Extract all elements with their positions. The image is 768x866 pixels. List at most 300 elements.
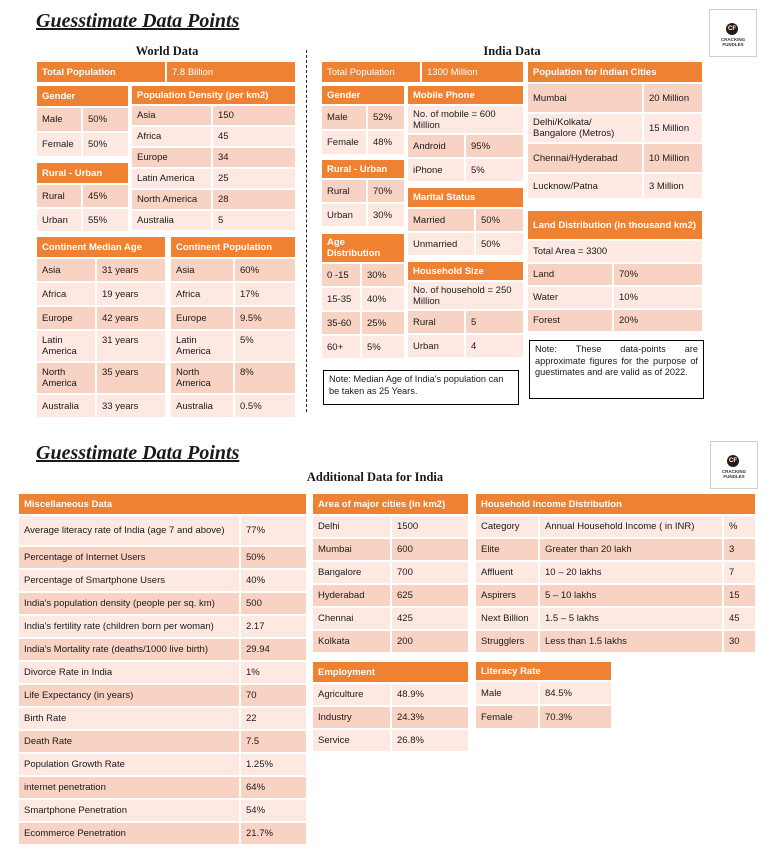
table-cell: Rural bbox=[322, 180, 368, 204]
table-cell: 50% bbox=[476, 233, 523, 257]
section-divider bbox=[306, 50, 307, 412]
table-cell: 3 Million bbox=[644, 174, 702, 200]
table-cell: 25 bbox=[213, 169, 295, 190]
table-row bbox=[322, 234, 404, 264]
table-row bbox=[132, 86, 295, 106]
table-row bbox=[19, 547, 306, 570]
table-cell: 28 bbox=[213, 190, 295, 211]
table-row bbox=[19, 685, 306, 708]
table-cell: Male bbox=[322, 106, 368, 131]
table-cell: India's population density (people per sq. km) bbox=[19, 593, 241, 616]
table-cell: Married bbox=[408, 209, 476, 233]
table-row bbox=[37, 163, 128, 185]
world-gender-header: Gender bbox=[37, 86, 128, 108]
india-land-distribution-table bbox=[528, 211, 702, 333]
table-cell: 45% bbox=[83, 185, 128, 209]
table-cell: 2.17 bbox=[241, 616, 306, 639]
table-cell: 22 bbox=[241, 708, 306, 731]
table-cell: 48% bbox=[368, 131, 404, 156]
table-row bbox=[171, 331, 295, 363]
india-mobile-phone-table bbox=[408, 86, 523, 183]
table-cell: Service bbox=[313, 730, 392, 753]
employment-header: Employment bbox=[313, 662, 468, 684]
table-cell: Kolkata bbox=[313, 631, 392, 654]
table-cell: 31 years bbox=[97, 331, 165, 363]
table-row bbox=[322, 86, 404, 106]
table-cell: Forest bbox=[528, 310, 614, 333]
table-row bbox=[408, 188, 523, 209]
table-cell: 48.9% bbox=[392, 684, 468, 707]
table-cell: Water bbox=[528, 287, 614, 310]
world-rural-urban-header: Rural - Urban bbox=[37, 163, 128, 185]
table-row bbox=[476, 682, 611, 706]
literacy-rate-header: Literacy Rate bbox=[476, 662, 611, 682]
table-cell: 15 bbox=[724, 585, 755, 608]
table-row bbox=[528, 264, 702, 287]
logo-2 bbox=[710, 441, 758, 489]
india-age-distribution-header: Age Distribution bbox=[322, 234, 404, 264]
table-row bbox=[408, 209, 523, 233]
table-cell: 15 Million bbox=[644, 114, 702, 144]
table-row bbox=[19, 823, 306, 846]
table-row bbox=[132, 148, 295, 169]
table-cell: 3 bbox=[724, 539, 755, 562]
table-cell: Lucknow/Patna bbox=[528, 174, 644, 200]
india-marital-status-table bbox=[408, 188, 523, 257]
table-row bbox=[313, 662, 468, 684]
table-cell: Mumbai bbox=[528, 84, 644, 114]
table-row bbox=[37, 108, 128, 133]
india-gender-table bbox=[322, 86, 404, 156]
world-total-population-table bbox=[37, 62, 295, 84]
table-cell: 5 – 10 lakhs bbox=[540, 585, 724, 608]
table-cell: 50% bbox=[476, 209, 523, 233]
table-cell: Smartphone Penetration bbox=[19, 800, 241, 823]
table-cell: 60+ bbox=[322, 336, 362, 360]
world-data-title: World Data bbox=[135, 44, 199, 58]
table-row bbox=[171, 395, 295, 419]
table-row bbox=[313, 494, 468, 516]
table-cell: 15-35 bbox=[322, 288, 362, 312]
table-row bbox=[322, 160, 404, 180]
table-row bbox=[19, 593, 306, 616]
logo-text: CRACKING FUNDLES bbox=[720, 37, 746, 47]
table-row bbox=[476, 494, 755, 516]
table-cell: 70 bbox=[241, 685, 306, 708]
table-cell: 8% bbox=[235, 363, 295, 395]
table-cell: No. of household = 250 Million bbox=[408, 282, 523, 311]
table-cell: Female bbox=[37, 133, 83, 158]
table-cell: North America bbox=[37, 363, 97, 395]
table-cell: 25% bbox=[362, 312, 404, 336]
table-row bbox=[171, 283, 295, 307]
table-row bbox=[313, 516, 468, 539]
india-rural-urban-header: Rural - Urban bbox=[322, 160, 404, 180]
table-cell: 0 -15 bbox=[322, 264, 362, 288]
logo-text: CRACKING FUNDLES bbox=[721, 469, 747, 479]
table-cell: 4 bbox=[466, 335, 523, 359]
table-cell: 1.25% bbox=[241, 754, 306, 777]
table-cell: 77% bbox=[241, 516, 306, 547]
table-cell: Chennai/Hyderabad bbox=[528, 144, 644, 174]
table-cell: Birth Rate bbox=[19, 708, 241, 731]
table-cell: 17% bbox=[235, 283, 295, 307]
table-row bbox=[528, 310, 702, 333]
table-row bbox=[19, 516, 306, 547]
table-row bbox=[408, 106, 523, 135]
india-cities-population-table bbox=[528, 62, 702, 200]
table-row bbox=[476, 516, 755, 539]
note-approximate-figures: Note: These data-points are approximate figures for the purpose of guestimates and are valid as of 2022. bbox=[529, 340, 704, 399]
table-row bbox=[37, 86, 128, 108]
world-continent-median-age-table bbox=[37, 237, 165, 419]
table-cell: 10 Million bbox=[644, 144, 702, 174]
table-cell: internet penetration bbox=[19, 777, 241, 800]
misc-data-table bbox=[19, 494, 306, 846]
table-cell: Next Billion bbox=[476, 608, 540, 631]
table-cell: 30 bbox=[724, 631, 755, 654]
table-row bbox=[476, 562, 755, 585]
table-cell: iPhone bbox=[408, 159, 466, 183]
table-row bbox=[408, 86, 523, 106]
table-row bbox=[313, 730, 468, 753]
india-cities-population-header: Population for Indian Cities bbox=[528, 62, 702, 84]
table-cell: Agriculture bbox=[313, 684, 392, 707]
table-cell: 5 bbox=[213, 211, 295, 232]
table-cell: Europe bbox=[37, 307, 97, 331]
india-land-distribution-header: Land Distribution (in thousand km2) bbox=[528, 211, 702, 241]
table-cell: Bangalore bbox=[313, 562, 392, 585]
table-cell: 50% bbox=[83, 133, 128, 158]
table-row bbox=[37, 185, 128, 209]
table-cell: India's fertility rate (children born per woman) bbox=[19, 616, 241, 639]
table-row bbox=[528, 114, 702, 144]
table-cell: Hyderabad bbox=[313, 585, 392, 608]
table-cell: Life Expectancy (in years) bbox=[19, 685, 241, 708]
table-cell: Aspirers bbox=[476, 585, 540, 608]
table-cell: Annual Household Income ( in INR) bbox=[540, 516, 724, 539]
logo bbox=[709, 9, 757, 57]
table-cell: 20% bbox=[614, 310, 702, 333]
table-cell: 60% bbox=[235, 259, 295, 283]
table-cell: 50% bbox=[241, 547, 306, 570]
india-household-size-table bbox=[408, 262, 523, 359]
table-cell: Male bbox=[37, 108, 83, 133]
table-cell: India's Mortality rate (deaths/1000 live birth) bbox=[19, 639, 241, 662]
table-row bbox=[19, 754, 306, 777]
india-data-title: India Data bbox=[483, 44, 541, 58]
table-row bbox=[19, 639, 306, 662]
table-cell: 700 bbox=[392, 562, 468, 585]
table-row bbox=[37, 363, 165, 395]
table-cell: Delhi bbox=[313, 516, 392, 539]
logo-mark: CF bbox=[727, 455, 739, 467]
table-cell: 5 bbox=[466, 311, 523, 335]
table-row bbox=[313, 631, 468, 654]
table-cell: Africa bbox=[171, 283, 235, 307]
table-cell: Category bbox=[476, 516, 540, 539]
world-total-population-value: 7.8 Billion bbox=[167, 62, 295, 84]
table-row bbox=[322, 204, 404, 228]
table-cell: 45 bbox=[213, 127, 295, 148]
table-cell: 50% bbox=[83, 108, 128, 133]
table-row bbox=[408, 335, 523, 359]
table-row bbox=[322, 180, 404, 204]
table-cell: Land bbox=[528, 264, 614, 287]
table-row bbox=[408, 159, 523, 183]
world-gender-table bbox=[37, 86, 128, 158]
table-cell: North America bbox=[132, 190, 213, 211]
page-heading-2: Guesstimate Data Points bbox=[36, 442, 240, 464]
world-continent-population-table bbox=[171, 237, 295, 419]
table-cell: Europe bbox=[171, 307, 235, 331]
table-cell: Urban bbox=[37, 209, 83, 233]
table-cell: Latin America bbox=[37, 331, 97, 363]
table-cell: 30% bbox=[362, 264, 404, 288]
table-row bbox=[19, 616, 306, 639]
table-row bbox=[171, 363, 295, 395]
table-row bbox=[313, 684, 468, 707]
table-row bbox=[132, 190, 295, 211]
world-continent-population-header: Continent Population bbox=[171, 237, 295, 259]
table-row bbox=[19, 494, 306, 516]
table-row bbox=[322, 131, 404, 156]
table-row bbox=[171, 237, 295, 259]
employment-table bbox=[313, 662, 468, 753]
table-row bbox=[528, 287, 702, 310]
table-row bbox=[528, 211, 702, 241]
table-row bbox=[37, 133, 128, 158]
table-cell: Population Growth Rate bbox=[19, 754, 241, 777]
table-cell: Delhi/Kolkata/ Bangalore (Metros) bbox=[528, 114, 644, 144]
note-median-age: Note: Median Age of India's population can be taken as 25 Years. bbox=[323, 370, 519, 405]
table-cell: Australia bbox=[37, 395, 97, 419]
table-cell: Rural bbox=[408, 311, 466, 335]
table-row bbox=[322, 106, 404, 131]
table-cell: 425 bbox=[392, 608, 468, 631]
table-cell: Average literacy rate of India (age 7 and above) bbox=[19, 516, 241, 547]
table-row bbox=[171, 307, 295, 331]
table-row bbox=[313, 562, 468, 585]
table-cell: Latin America bbox=[132, 169, 213, 190]
table-cell: 7.5 bbox=[241, 731, 306, 754]
household-income-header: Household Income Distribution bbox=[476, 494, 755, 516]
table-row bbox=[19, 731, 306, 754]
logo-mark: CF bbox=[726, 23, 738, 35]
table-cell: 45 bbox=[724, 608, 755, 631]
table-row bbox=[408, 282, 523, 311]
table-row bbox=[171, 259, 295, 283]
table-cell: 1500 bbox=[392, 516, 468, 539]
table-cell: 0.5% bbox=[235, 395, 295, 419]
table-cell: 19 years bbox=[97, 283, 165, 307]
table-row bbox=[528, 241, 702, 264]
table-cell: 600 bbox=[392, 539, 468, 562]
table-cell: 42 years bbox=[97, 307, 165, 331]
table-cell: No. of mobile = 600 Million bbox=[408, 106, 523, 135]
table-cell: Elite bbox=[476, 539, 540, 562]
table-cell: Asia bbox=[37, 259, 97, 283]
table-cell: Android bbox=[408, 135, 466, 159]
table-cell: Australia bbox=[132, 211, 213, 232]
table-row bbox=[476, 631, 755, 654]
table-cell: Latin America bbox=[171, 331, 235, 363]
table-cell: 70.3% bbox=[540, 706, 611, 730]
table-cell: Chennai bbox=[313, 608, 392, 631]
table-row bbox=[476, 706, 611, 730]
table-cell: 9.5% bbox=[235, 307, 295, 331]
table-cell: 5% bbox=[362, 336, 404, 360]
city-area-table bbox=[313, 494, 468, 654]
table-cell: Asia bbox=[132, 106, 213, 127]
table-row bbox=[322, 288, 404, 312]
table-row bbox=[476, 662, 611, 682]
table-row bbox=[528, 174, 702, 200]
table-cell: 500 bbox=[241, 593, 306, 616]
city-area-header: Area of major cities (in km2) bbox=[313, 494, 468, 516]
table-row bbox=[408, 311, 523, 335]
table-row bbox=[476, 539, 755, 562]
table-cell: 10% bbox=[614, 287, 702, 310]
table-cell: 625 bbox=[392, 585, 468, 608]
table-row bbox=[37, 395, 165, 419]
table-cell: 52% bbox=[368, 106, 404, 131]
table-cell: 10 – 20 lakhs bbox=[540, 562, 724, 585]
table-row bbox=[322, 336, 404, 360]
table-row bbox=[313, 608, 468, 631]
table-row bbox=[476, 608, 755, 631]
table-cell: Less than 1.5 lakhs bbox=[540, 631, 724, 654]
table-cell: Percentage of Internet Users bbox=[19, 547, 241, 570]
table-cell: 200 bbox=[392, 631, 468, 654]
table-cell: Percentage of Smartphone Users bbox=[19, 570, 241, 593]
table-cell: 95% bbox=[466, 135, 523, 159]
table-cell: 64% bbox=[241, 777, 306, 800]
table-cell: Unmarried bbox=[408, 233, 476, 257]
literacy-rate-table bbox=[476, 662, 611, 730]
table-cell: Africa bbox=[37, 283, 97, 307]
page-heading: Guesstimate Data Points bbox=[36, 10, 240, 32]
india-gender-header: Gender bbox=[322, 86, 404, 106]
table-row bbox=[19, 570, 306, 593]
table-cell: 29.94 bbox=[241, 639, 306, 662]
household-income-table bbox=[476, 494, 755, 654]
table-cell: Urban bbox=[408, 335, 466, 359]
world-population-density-table bbox=[132, 86, 295, 232]
table-row bbox=[476, 585, 755, 608]
table-cell: 70% bbox=[614, 264, 702, 287]
world-total-population-label: Total Population bbox=[37, 62, 167, 84]
table-cell: 20 Million bbox=[644, 84, 702, 114]
table-cell: Industry bbox=[313, 707, 392, 730]
table-row bbox=[408, 135, 523, 159]
table-cell: Total Area = 3300 bbox=[528, 241, 702, 264]
table-row bbox=[322, 312, 404, 336]
india-household-size-header: Household Size bbox=[408, 262, 523, 282]
table-row bbox=[19, 777, 306, 800]
table-row bbox=[37, 209, 128, 233]
additional-data-title: Additional Data for India bbox=[306, 470, 444, 484]
table-cell: Mumbai bbox=[313, 539, 392, 562]
world-rural-urban-table bbox=[37, 163, 128, 233]
world-population-density-header: Population Density (per km2) bbox=[132, 86, 295, 106]
table-cell: Greater than 20 lakh bbox=[540, 539, 724, 562]
table-cell: Australia bbox=[171, 395, 235, 419]
table-cell: 70% bbox=[368, 180, 404, 204]
table-row bbox=[132, 106, 295, 127]
table-row bbox=[313, 539, 468, 562]
table-cell: Divorce Rate in India bbox=[19, 662, 241, 685]
table-row bbox=[19, 662, 306, 685]
table-cell: Africa bbox=[132, 127, 213, 148]
table-cell: Death Rate bbox=[19, 731, 241, 754]
table-row bbox=[322, 62, 523, 84]
india-total-population-table bbox=[322, 62, 523, 84]
table-row bbox=[37, 62, 295, 84]
table-cell: Europe bbox=[132, 148, 213, 169]
table-row bbox=[132, 211, 295, 232]
table-cell: 33 years bbox=[97, 395, 165, 419]
table-row bbox=[37, 237, 165, 259]
table-cell: 26.8% bbox=[392, 730, 468, 753]
india-rural-urban-table bbox=[322, 160, 404, 228]
table-row bbox=[322, 264, 404, 288]
table-cell: Male bbox=[476, 682, 540, 706]
india-age-distribution-table bbox=[322, 234, 404, 360]
table-row bbox=[528, 144, 702, 174]
table-row bbox=[408, 233, 523, 257]
table-cell: 150 bbox=[213, 106, 295, 127]
table-cell: Rural bbox=[37, 185, 83, 209]
table-row bbox=[408, 262, 523, 282]
table-row bbox=[37, 283, 165, 307]
india-marital-status-header: Marital Status bbox=[408, 188, 523, 209]
table-cell: 35-60 bbox=[322, 312, 362, 336]
table-row bbox=[37, 307, 165, 331]
misc-data-header: Miscellaneous Data bbox=[19, 494, 306, 516]
table-cell: 35 years bbox=[97, 363, 165, 395]
table-row bbox=[37, 259, 165, 283]
table-cell: 5% bbox=[466, 159, 523, 183]
table-row bbox=[19, 708, 306, 731]
table-cell: 55% bbox=[83, 209, 128, 233]
table-cell: 40% bbox=[241, 570, 306, 593]
table-row bbox=[132, 169, 295, 190]
table-cell: Strugglers bbox=[476, 631, 540, 654]
table-cell: Urban bbox=[322, 204, 368, 228]
table-row bbox=[313, 585, 468, 608]
table-cell: % bbox=[724, 516, 755, 539]
table-cell: 7 bbox=[724, 562, 755, 585]
table-row bbox=[19, 800, 306, 823]
table-cell: 54% bbox=[241, 800, 306, 823]
table-cell: Affluent bbox=[476, 562, 540, 585]
table-row bbox=[37, 331, 165, 363]
table-cell: 31 years bbox=[97, 259, 165, 283]
table-cell: 40% bbox=[362, 288, 404, 312]
table-cell: 34 bbox=[213, 148, 295, 169]
india-mobile-phone-header: Mobile Phone bbox=[408, 86, 523, 106]
india-total-population-value: 1300 Million bbox=[422, 62, 523, 84]
table-cell: 21.7% bbox=[241, 823, 306, 846]
table-cell: North America bbox=[171, 363, 235, 395]
table-cell: 1.5 – 5 lakhs bbox=[540, 608, 724, 631]
table-cell: Ecommerce Penetration bbox=[19, 823, 241, 846]
table-cell: 24.3% bbox=[392, 707, 468, 730]
table-row bbox=[313, 707, 468, 730]
table-cell: 1% bbox=[241, 662, 306, 685]
table-cell: Female bbox=[322, 131, 368, 156]
